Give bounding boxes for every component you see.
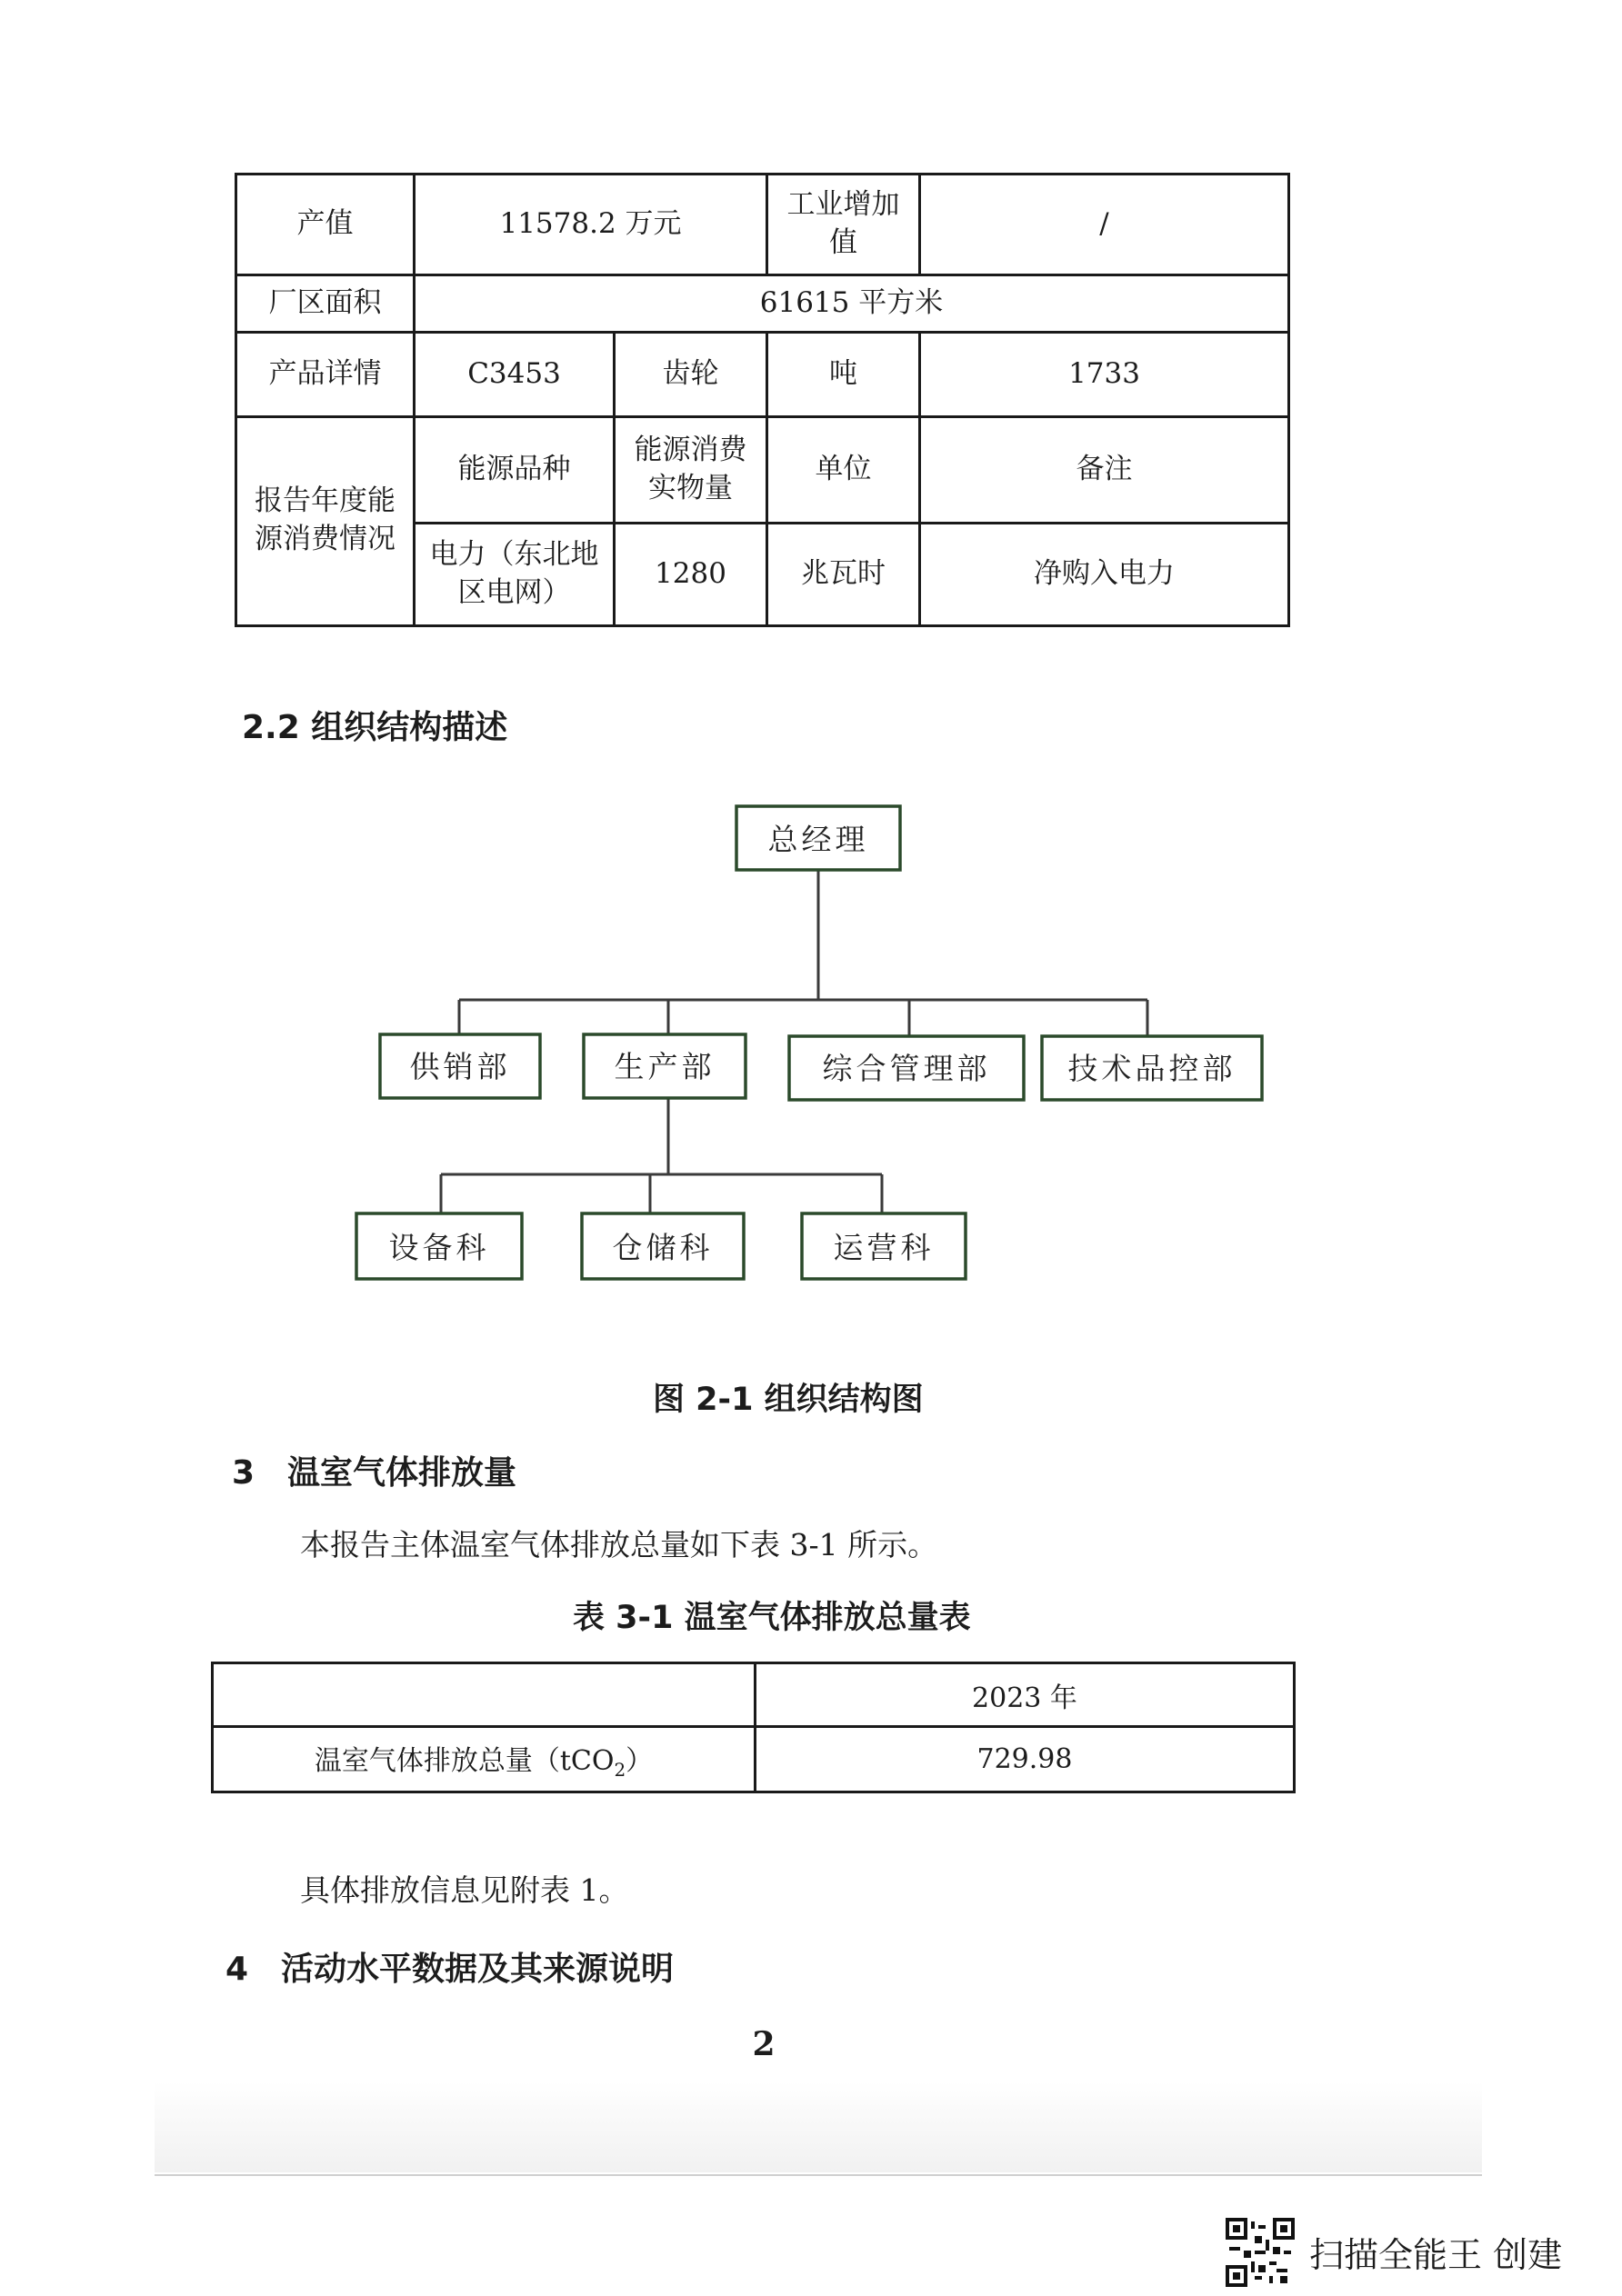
emissions-table <box>211 1662 1296 1793</box>
energy-header-unit: 单位 <box>767 416 920 523</box>
emissions-label-text: 温室气体排放总量（tCO <box>314 1745 615 1777</box>
product-code: C3453 <box>415 332 615 416</box>
emissions-row-value: 729.98 <box>756 1727 1295 1792</box>
energy-label: 报告年度能源消费情况 <box>236 416 415 625</box>
section-3-note: 具体排放信息见附表 1。 <box>300 1872 629 1908</box>
energy-type: 电力（东北地区电网） <box>415 523 615 625</box>
energy-amount: 1280 <box>615 523 767 625</box>
section-3-intro: 本报告主体温室气体排放总量如下表 3-1 所示。 <box>300 1527 938 1562</box>
org-node-dept-admin <box>789 1036 1024 1100</box>
org-node-dept-quality <box>1042 1036 1262 1100</box>
org-node-label: 技术品控部 <box>1067 1051 1237 1086</box>
output-value: 11578.2 万元 <box>415 175 767 275</box>
table-row <box>213 1727 1295 1792</box>
product-unit: 吨 <box>767 332 920 416</box>
energy-header-note: 备注 <box>920 416 1289 523</box>
org-node-label: 综合管理部 <box>822 1051 991 1086</box>
section-4-heading: 4 活动水平数据及其来源说明 <box>225 1951 675 1988</box>
emissions-row-label <box>213 1727 756 1792</box>
org-node-label: 设备科 <box>388 1230 490 1265</box>
emissions-header-year: 2023 年 <box>756 1663 1295 1727</box>
product-label: 产品详情 <box>236 332 415 416</box>
emissions-label-close: ） <box>626 1745 654 1777</box>
energy-header-amount: 能源消费实物量 <box>615 416 767 523</box>
output-value-label: 产值 <box>236 175 415 275</box>
energy-note: 净购入电力 <box>920 523 1289 625</box>
energy-header-type: 能源品种 <box>415 416 615 523</box>
area-label: 厂区面积 <box>236 275 415 333</box>
org-node-sub-equipment <box>356 1213 522 1279</box>
energy-unit: 兆瓦时 <box>767 523 920 625</box>
section-2-2-heading: 2.2 组织结构描述 <box>242 709 508 746</box>
org-node-sub-warehouse <box>582 1213 744 1279</box>
scanner-watermark: 扫描全能王 创建 <box>1309 2235 1563 2275</box>
org-node-label: 仓储科 <box>612 1230 714 1265</box>
product-amount: 1733 <box>920 332 1289 416</box>
figure-caption: 图 2-1 组织结构图 <box>653 1382 924 1418</box>
org-node-label: 总经理 <box>767 822 869 857</box>
qr-code-icon <box>1226 2218 1295 2287</box>
org-node-root <box>736 806 900 870</box>
org-node-label: 供销部 <box>409 1049 511 1084</box>
industrial-added-label: 工业增加值 <box>767 175 920 275</box>
table-caption: 表 3-1 温室气体排放总量表 <box>573 1600 971 1636</box>
product-name: 齿轮 <box>615 332 767 416</box>
area-value: 61615 平方米 <box>415 275 1289 333</box>
page-edge-line <box>155 2174 1482 2176</box>
org-node-dept-sales <box>380 1034 540 1098</box>
section-3-heading: 3 温室气体排放量 <box>232 1454 517 1492</box>
org-node-label: 运营科 <box>833 1230 935 1265</box>
industrial-added-value: / <box>920 175 1289 275</box>
org-node-dept-production <box>584 1034 746 1098</box>
emissions-header-blank <box>213 1663 756 1727</box>
page-bottom-shade <box>155 2081 1482 2172</box>
org-node-sub-operations <box>802 1213 966 1279</box>
page-number: 2 <box>752 2025 776 2063</box>
org-node-label: 生产部 <box>614 1049 716 1084</box>
table-row <box>213 1663 1295 1727</box>
emissions-label-subscript: 2 <box>614 1759 626 1781</box>
